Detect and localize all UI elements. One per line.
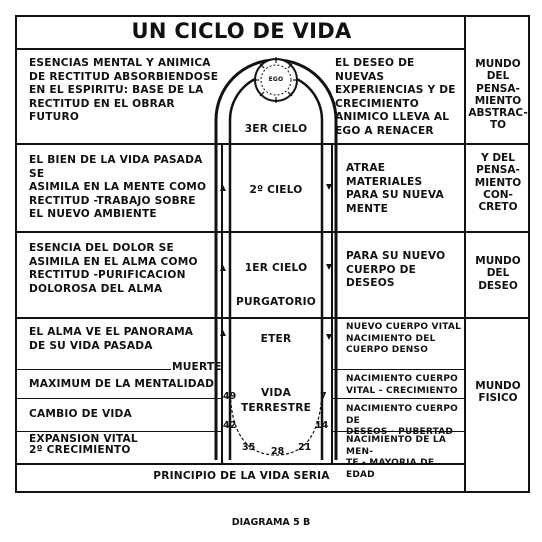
age-7: 7 [320,391,327,402]
muerte-label: MUERTE [172,361,222,373]
world-abstracto: MUNDO DEL PENSA- MIENTO ABSTRAC- TO [468,58,528,132]
vida-label: VIDA [261,387,291,399]
world-concreto: Y DEL PENSA- MIENTO CON- CRETO [474,152,522,214]
row-4-left-text: EL ALMA VE EL PANORAMA DE SU VIDA PASADA [29,326,194,352]
age-21: 21 [298,442,312,453]
lower-right-vital: NACIMIENTO CUERPO VITAL - CRECIMIENTO [346,374,458,396]
age-14: 14 [315,420,329,431]
row-3-right-text: PARA SU NUEVO CUERPO DE DESEOS [346,250,446,289]
principio-label: PRINCIPIO DE LA VIDA SERIA [153,470,330,482]
row-3-left-text: ESENCIA DEL DOLOR SE ASIMILA EN EL ALMA COMO RECTITUD -PURIFICACION DOLOROSA DEL ALMA [29,242,198,295]
row-3-center-label: 1ER CIELO [244,262,308,274]
age-49: 49 [223,391,237,402]
row-2-center-label: 2º CIELO [249,184,303,196]
age-28: 28 [271,446,285,457]
age-35: 35 [242,442,256,453]
lower-left-cambio: CAMBIO DE VIDA [29,408,132,420]
terrestre-label: TERRESTRE [240,402,312,414]
world-fisico: MUNDO FISICO [475,380,521,405]
row-1-right-text: EL DESEO DE NUEVAS EXPERIENCIAS Y DE CRECIMIENTO ANIMICO LLEVA AL EGO A RENACER [335,57,456,137]
lower-right-mente: NACIMIENTO DE LA MEN- TE - MAYORIA DE EDAD [346,435,447,480]
row-4-center-label: ETER [260,333,292,345]
diagram-title: UN CICLO DE VIDA [131,19,352,43]
row-1-left-text: ESENCIAS MENTAL Y ANIMICA DE RECTITUD ABSORBIENDOSE EN EL ESPIRITU: BASE DE LA RECTITUD EN EL OBRAR FUTURO [29,57,219,123]
age-42: 42 [223,420,237,431]
diagram-caption: DIAGRAMA 5 B [231,517,311,528]
row-3-center-sublabel: PURGATORIO [236,296,316,308]
lower-right-deseos: NACIMIENTO CUERPO DE DESEOS - PUBERTAD [346,404,458,437]
ego-label: EGO [268,76,284,83]
row-1-center-label: 3ER CIELO [244,123,308,135]
lower-left-expansion: EXPANSION VITAL 2º CRECIMIENTO [29,433,138,456]
lower-left-maximum: MAXIMUM DE LA MENTALIDAD [29,378,215,390]
row-2-right-text: ATRAE MATERIALES PARA SU NUEVA MENTE [346,162,444,215]
row-2-left-text: EL BIEN DE LA VIDA PASADA SE ASIMILA EN LA MENTE COMO RECTITUD -TRABAJO SOBRE EL NUEVO AMBIENTE [29,154,207,220]
world-deseo: MUNDO DEL DESEO [475,255,521,292]
row-4-right-text: NUEVO CUERPO VITAL NACIMIENTO DEL CUERPO DENSO [346,322,462,355]
